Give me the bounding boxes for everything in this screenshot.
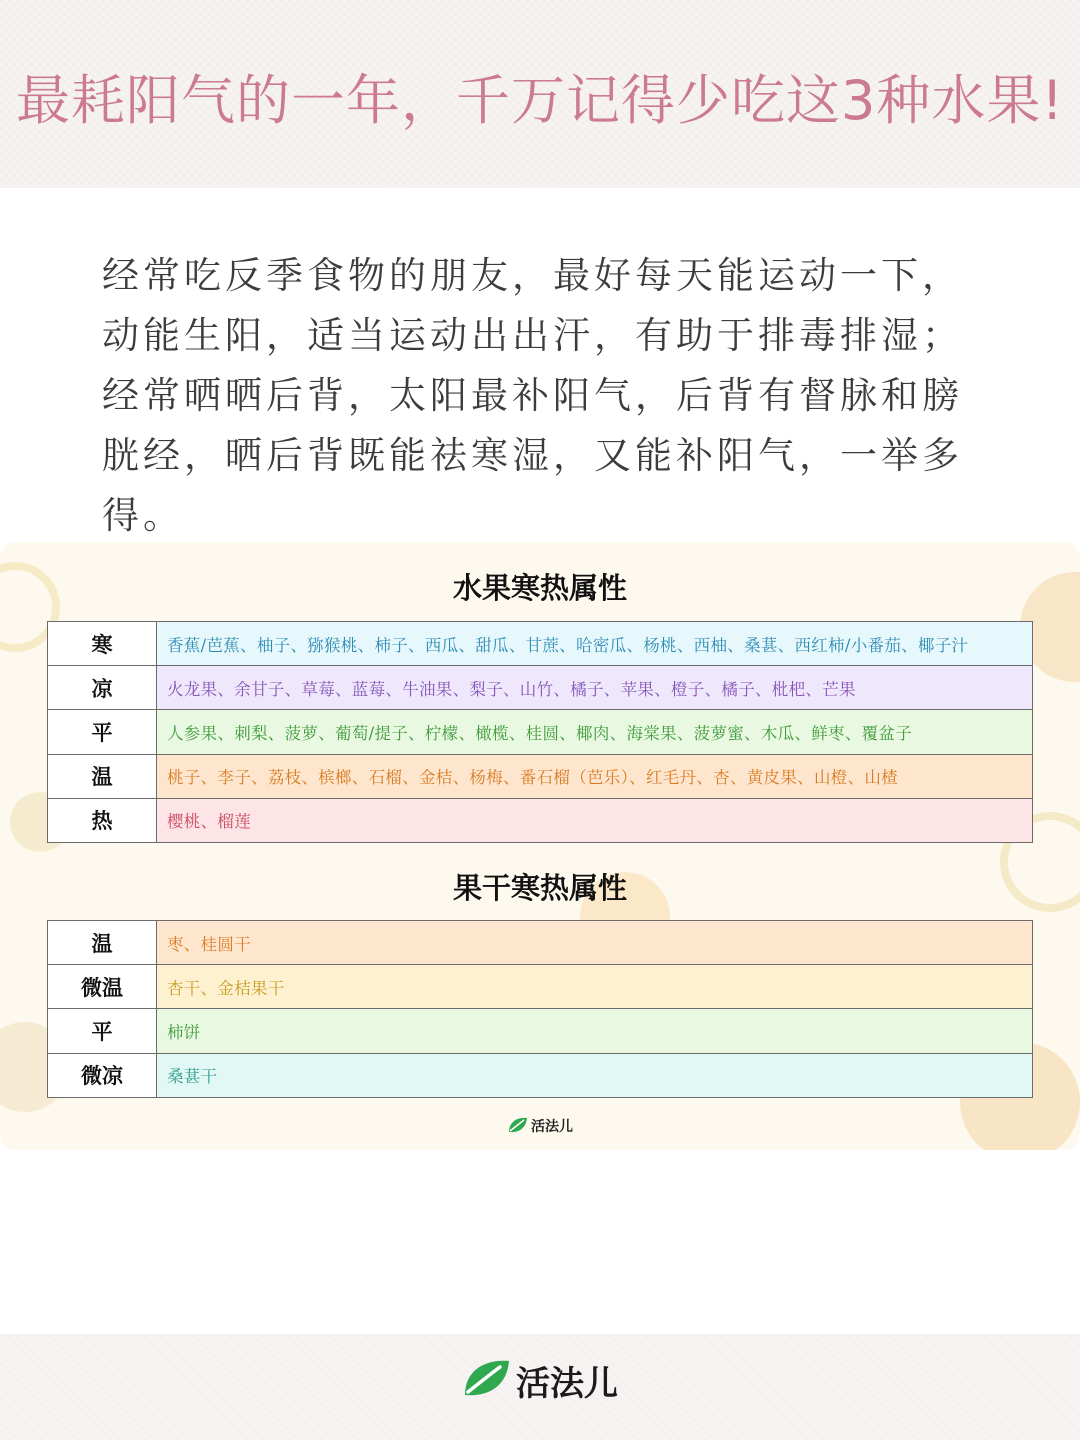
dried-fruit-attribute-table <box>47 920 1033 1098</box>
fruit-list: 枣、桂圆干 <box>157 921 1033 965</box>
page-title: 最耗阳气的一年，千万记得少吃这3种水果! <box>15 69 1064 132</box>
fruit-list: 樱桃、榴莲 <box>157 798 1033 842</box>
fruit-list: 桃子、李子、荔枝、槟榔、石榴、金桔、杨梅、番石榴（芭乐）、红毛丹、杏、黄皮果、山橙、山楂 <box>157 754 1033 798</box>
footer-brand-text: 活法儿 <box>516 1364 618 1404</box>
table-row <box>48 921 1033 965</box>
property-label: 温 <box>48 754 157 798</box>
property-label: 微温 <box>48 965 157 1009</box>
fruit-list: 火龙果、余甘子、草莓、蓝莓、牛油果、梨子、山竹、橘子、苹果、橙子、橘子、枇杷、芒果 <box>157 666 1033 710</box>
property-label: 微凉 <box>48 1053 157 1097</box>
fruit-list: 桑葚干 <box>157 1053 1033 1097</box>
fruit-table-title: 水果寒热属性 <box>452 571 627 605</box>
property-label: 温 <box>48 921 157 965</box>
table-row <box>48 1009 1033 1053</box>
fruit-list: 香蕉/芭蕉、柚子、猕猴桃、柿子、西瓜、甜瓜、甘蔗、哈密瓜、杨桃、西柚、桑葚、西红柿/小番茄、椰子汁 <box>157 622 1033 666</box>
table-row <box>48 710 1033 754</box>
table-row <box>48 666 1033 710</box>
property-label: 热 <box>48 798 157 842</box>
fruit-list: 柿饼 <box>157 1009 1033 1053</box>
property-label: 平 <box>48 1009 157 1053</box>
fruit-list: 人参果、刺梨、菠萝、葡萄/提子、柠檬、橄榄、桂圆、椰肉、海棠果、菠萝蜜、木瓜、鲜枣、覆盆子 <box>157 710 1033 754</box>
footer-brand <box>0 1356 1080 1411</box>
fruit-list: 杏干、金桔果干 <box>157 965 1033 1009</box>
leaf-icon <box>507 1116 529 1138</box>
property-label: 凉 <box>48 666 157 710</box>
watermark-logo <box>0 1116 1080 1138</box>
property-label: 寒 <box>48 622 157 666</box>
watermark-text: 活法儿 <box>531 1119 573 1135</box>
leaf-icon <box>462 1357 512 1408</box>
fruit-attribute-table <box>47 621 1033 843</box>
table-row <box>48 1053 1033 1097</box>
table-row <box>48 622 1033 666</box>
intro-paragraph: 经常吃反季食物的朋友，最好每天能运动一下，动能生阳，适当运动出出汗，有助于排毒排湿；经常晒晒后背，太阳最补阳气，后背有督脉和膀胱经，晒后背既能祛寒湿，又能补阳气，一举多得。 <box>102 254 963 537</box>
table-row <box>48 798 1033 842</box>
table-row <box>48 754 1033 798</box>
table-row <box>48 965 1033 1009</box>
dried-fruit-table-title: 果干寒热属性 <box>452 871 627 905</box>
property-label: 平 <box>48 710 157 754</box>
